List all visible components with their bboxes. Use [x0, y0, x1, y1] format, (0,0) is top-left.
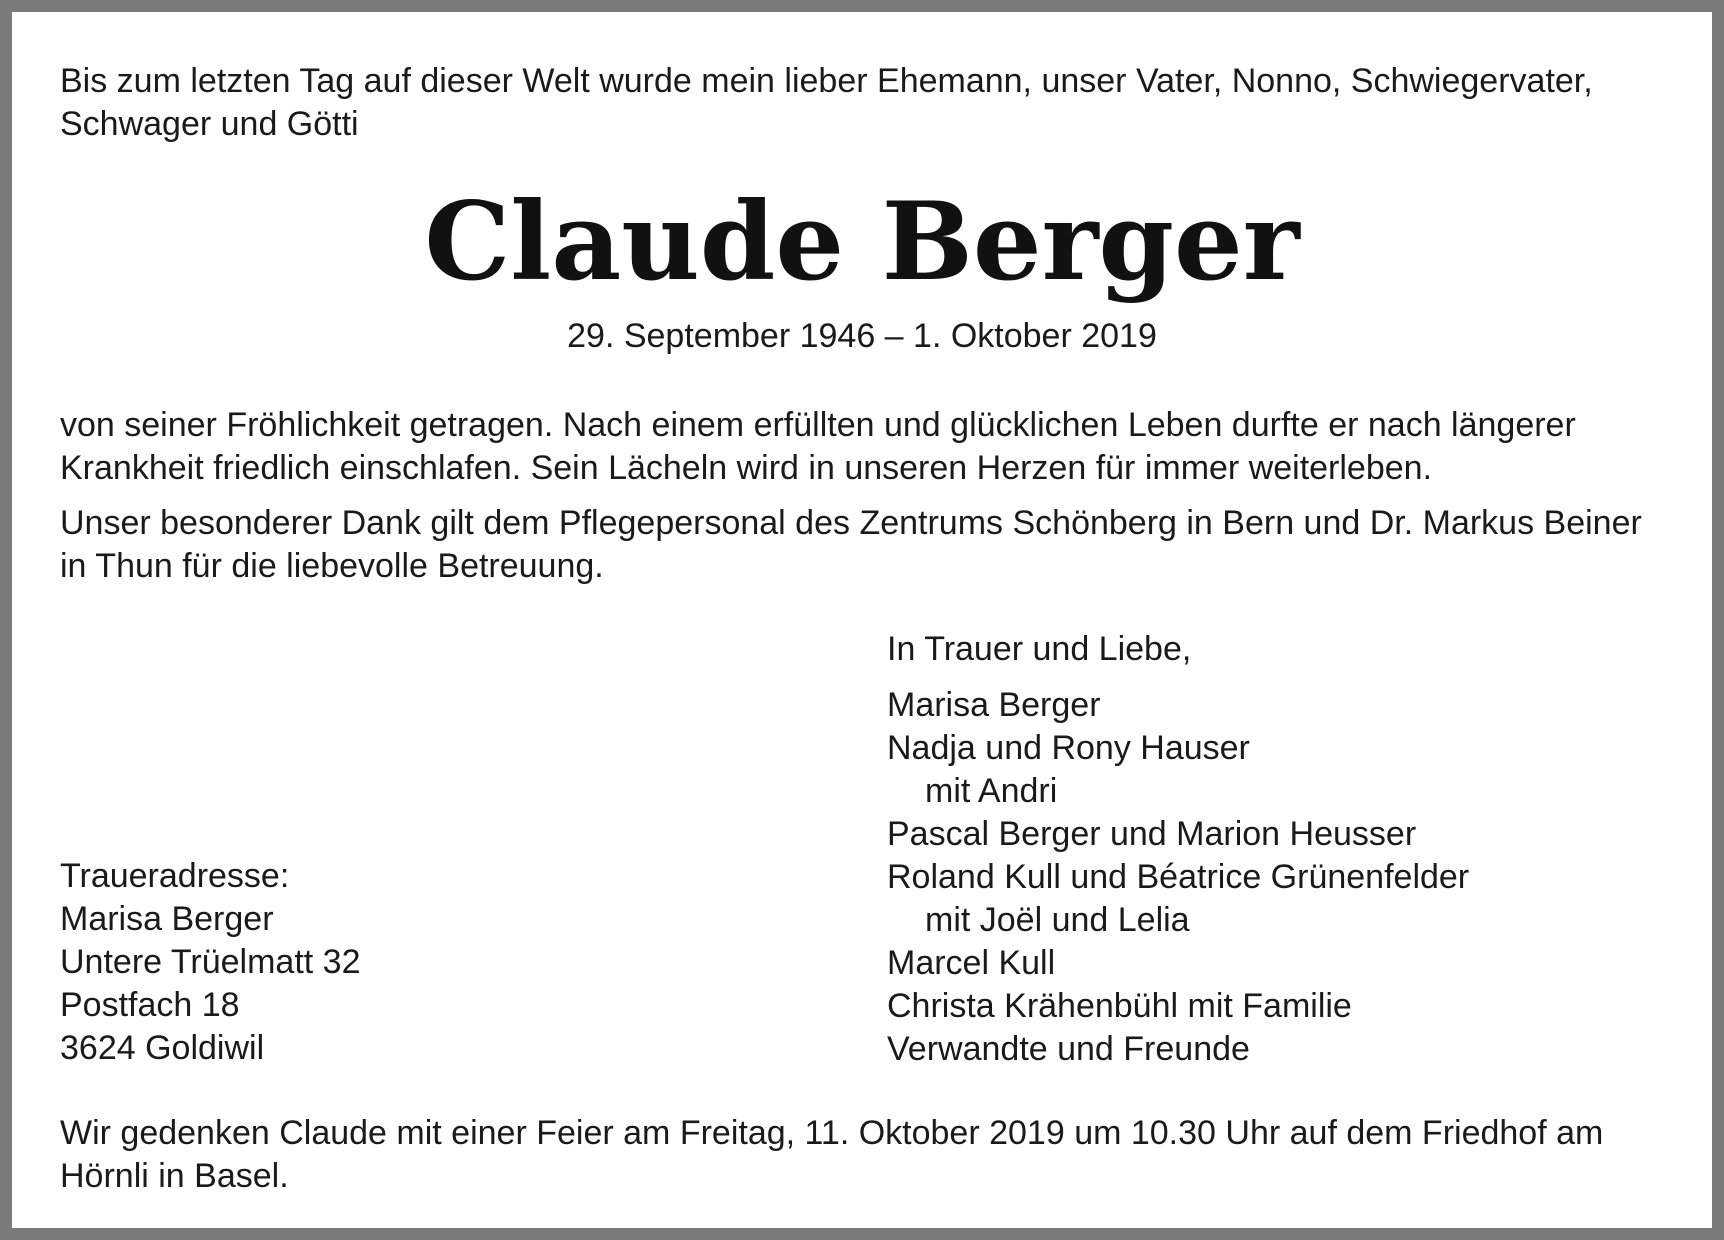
address-line: Marisa Berger — [60, 900, 274, 938]
mourning-address — [60, 855, 360, 1070]
mourner-item: mit Andri — [925, 772, 1058, 810]
address-line: Untere Trüelmatt 32 — [60, 943, 361, 981]
deceased-name: Claude Berger — [424, 179, 1300, 305]
closing-line: In Trauer und Liebe, — [887, 630, 1192, 668]
address-heading: Traueradresse: — [60, 857, 290, 895]
mourner-item: Pascal Berger und Marion Heusser — [887, 815, 1417, 853]
address-line: 3624 Goldiwil — [60, 1029, 265, 1067]
obituary-page — [12, 12, 1712, 1228]
body-paragraph-1: von seiner Fröhlichkeit getragen. Nach einem erfüllten und glücklichen Leben durfte er nach längerer Krankheit friedlich einschlafen. Sein Lächeln wird in unseren Herzen für immer weiterleben. — [60, 406, 1576, 487]
intro-text: Bis zum letzten Tag auf dieser Welt wurde mein lieber Ehemann, unser Vater, Nonno, Schwiegervater, Schwager und Götti — [60, 62, 1593, 143]
mourner-item: Roland Kull und Béatrice Grünenfelder — [887, 858, 1470, 896]
mourner-item: Nadja und Rony Hauser — [887, 729, 1250, 767]
mourners-list — [887, 684, 1469, 1071]
mourner-item: Verwandte und Freunde — [887, 1030, 1250, 1068]
life-dates: 29. September 1946 – 1. Oktober 2019 — [567, 317, 1157, 355]
address-line: Postfach 18 — [60, 986, 240, 1024]
mourner-item: Christa Krähenbühl mit Familie — [887, 987, 1352, 1025]
thanks-paragraph: Unser besonderer Dank gilt dem Pflegepersonal des Zentrums Schönberg in Bern und Dr. Markus Beiner in Thun für die liebevolle Betreuung. — [60, 504, 1642, 585]
mourner-item: mit Joël und Lelia — [925, 901, 1190, 939]
ceremony-notice: Wir gedenken Claude mit einer Feier am Freitag, 11. Oktober 2019 um 10.30 Uhr auf dem Friedhof am Hörnli in Basel. — [60, 1114, 1604, 1195]
mourner-item: Marcel Kull — [887, 944, 1056, 982]
mourner-item: Marisa Berger — [887, 686, 1101, 724]
